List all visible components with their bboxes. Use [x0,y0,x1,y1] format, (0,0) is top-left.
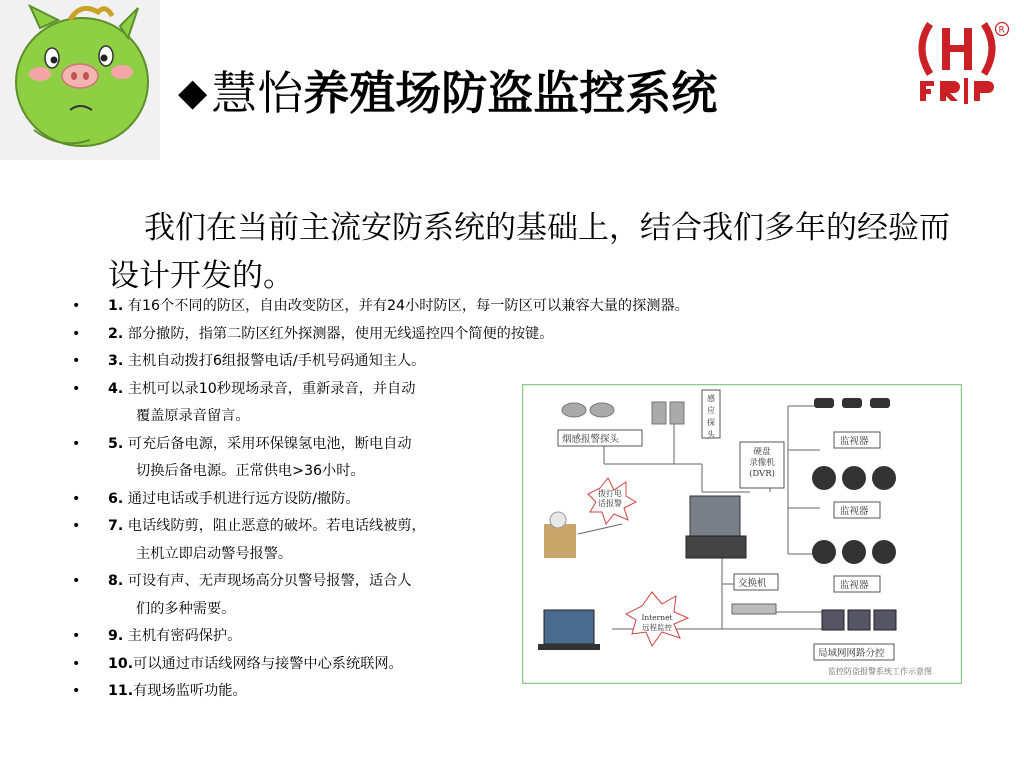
diagram-label-dvr: 硬盘录像机(DVR) [749,447,775,479]
list-item: • 5. 可充后备电源，采用环保镍氢电池，断电自动 切换后备电源。正常供电>36小时。 [72,431,689,486]
hfrp-logo [912,18,1012,108]
bullet-icon: • [72,628,81,644]
bullet-icon: • [72,435,81,452]
list-item: • 8. 可设有声、无声现场高分贝警号报警，适合人 们的多种需要。 [72,568,689,623]
list-item: • 3. 主机自动拨打6组报警电话/手机号码通知主人。 [72,348,689,376]
bullet-icon: • [72,353,81,369]
list-item: • 10.可以通过市话线网络与接警中心系统联网。 [72,651,689,679]
bullet-icon: • [72,380,81,397]
bullet-icon: • [72,573,81,589]
intro-paragraph [108,204,978,300]
svg-text:R: R [998,25,1005,36]
diagram-label-sensor: 感应探头 [707,394,715,439]
list-item: • 6. 通过电话或手机进行远方设防/撤防。 [72,486,689,514]
list-item: • 9. 主机有密码保护。 [72,623,689,651]
list-item: • 4. 主机可以录10秒现场录音，重新录音，并自动 覆盖原录音留言。 [72,376,689,431]
page-title [178,62,717,123]
system-diagram [522,384,962,684]
diagram-label-monitor-3: 监视器 [840,580,869,591]
pig-mascot-image [0,0,160,160]
bullet-icon: • [72,518,81,534]
title-brand: 慧怡 [211,66,304,120]
diagram-label-lan: 局域网网路分控 [818,648,885,659]
bullet-icon: • [72,325,81,342]
list-item: • 1. 有16个不同的防区，自由改变防区，并有24小时防区，每一防区可以兼容大量的探测器。 [72,293,689,321]
list-item: • 7. 电话线防剪，阻止恶意的破坏。若电话线被剪， 主机立即启动警号报警。 [72,513,689,568]
list-item: • 11.有现场监听功能。 [72,678,689,706]
diamond-icon: ◆ [178,70,208,114]
diagram-label-internet: Internet 远程监控 [641,613,673,632]
bullet-icon: • [72,655,81,672]
diagram-label-monitor-2: 监视器 [840,506,869,517]
diagram-label-dial: 拨打电话报警 [598,489,622,508]
diagram-label-monitor-1: 监视器 [840,436,869,447]
title-main: 养殖场防盗监控系统 [303,66,718,120]
bullet-icon: • [72,490,81,507]
bullet-icon: • [72,298,81,314]
diagram-label-switch: 交换机 [738,578,767,589]
list-item: • 2. 部分撤防，指第二防区红外探测器，使用无线遥控四个简便的按键。 [72,321,689,349]
diagram-caption: 监控防盗报警系统工作示意图 [828,667,932,676]
intro-text: 我们在当前主流安防系统的基础上，结合我们多年的经验而设计开发的。 [108,210,950,294]
bullet-icon: • [72,683,81,699]
diagram-label-smoke: 烟感报警探头 [562,434,620,445]
